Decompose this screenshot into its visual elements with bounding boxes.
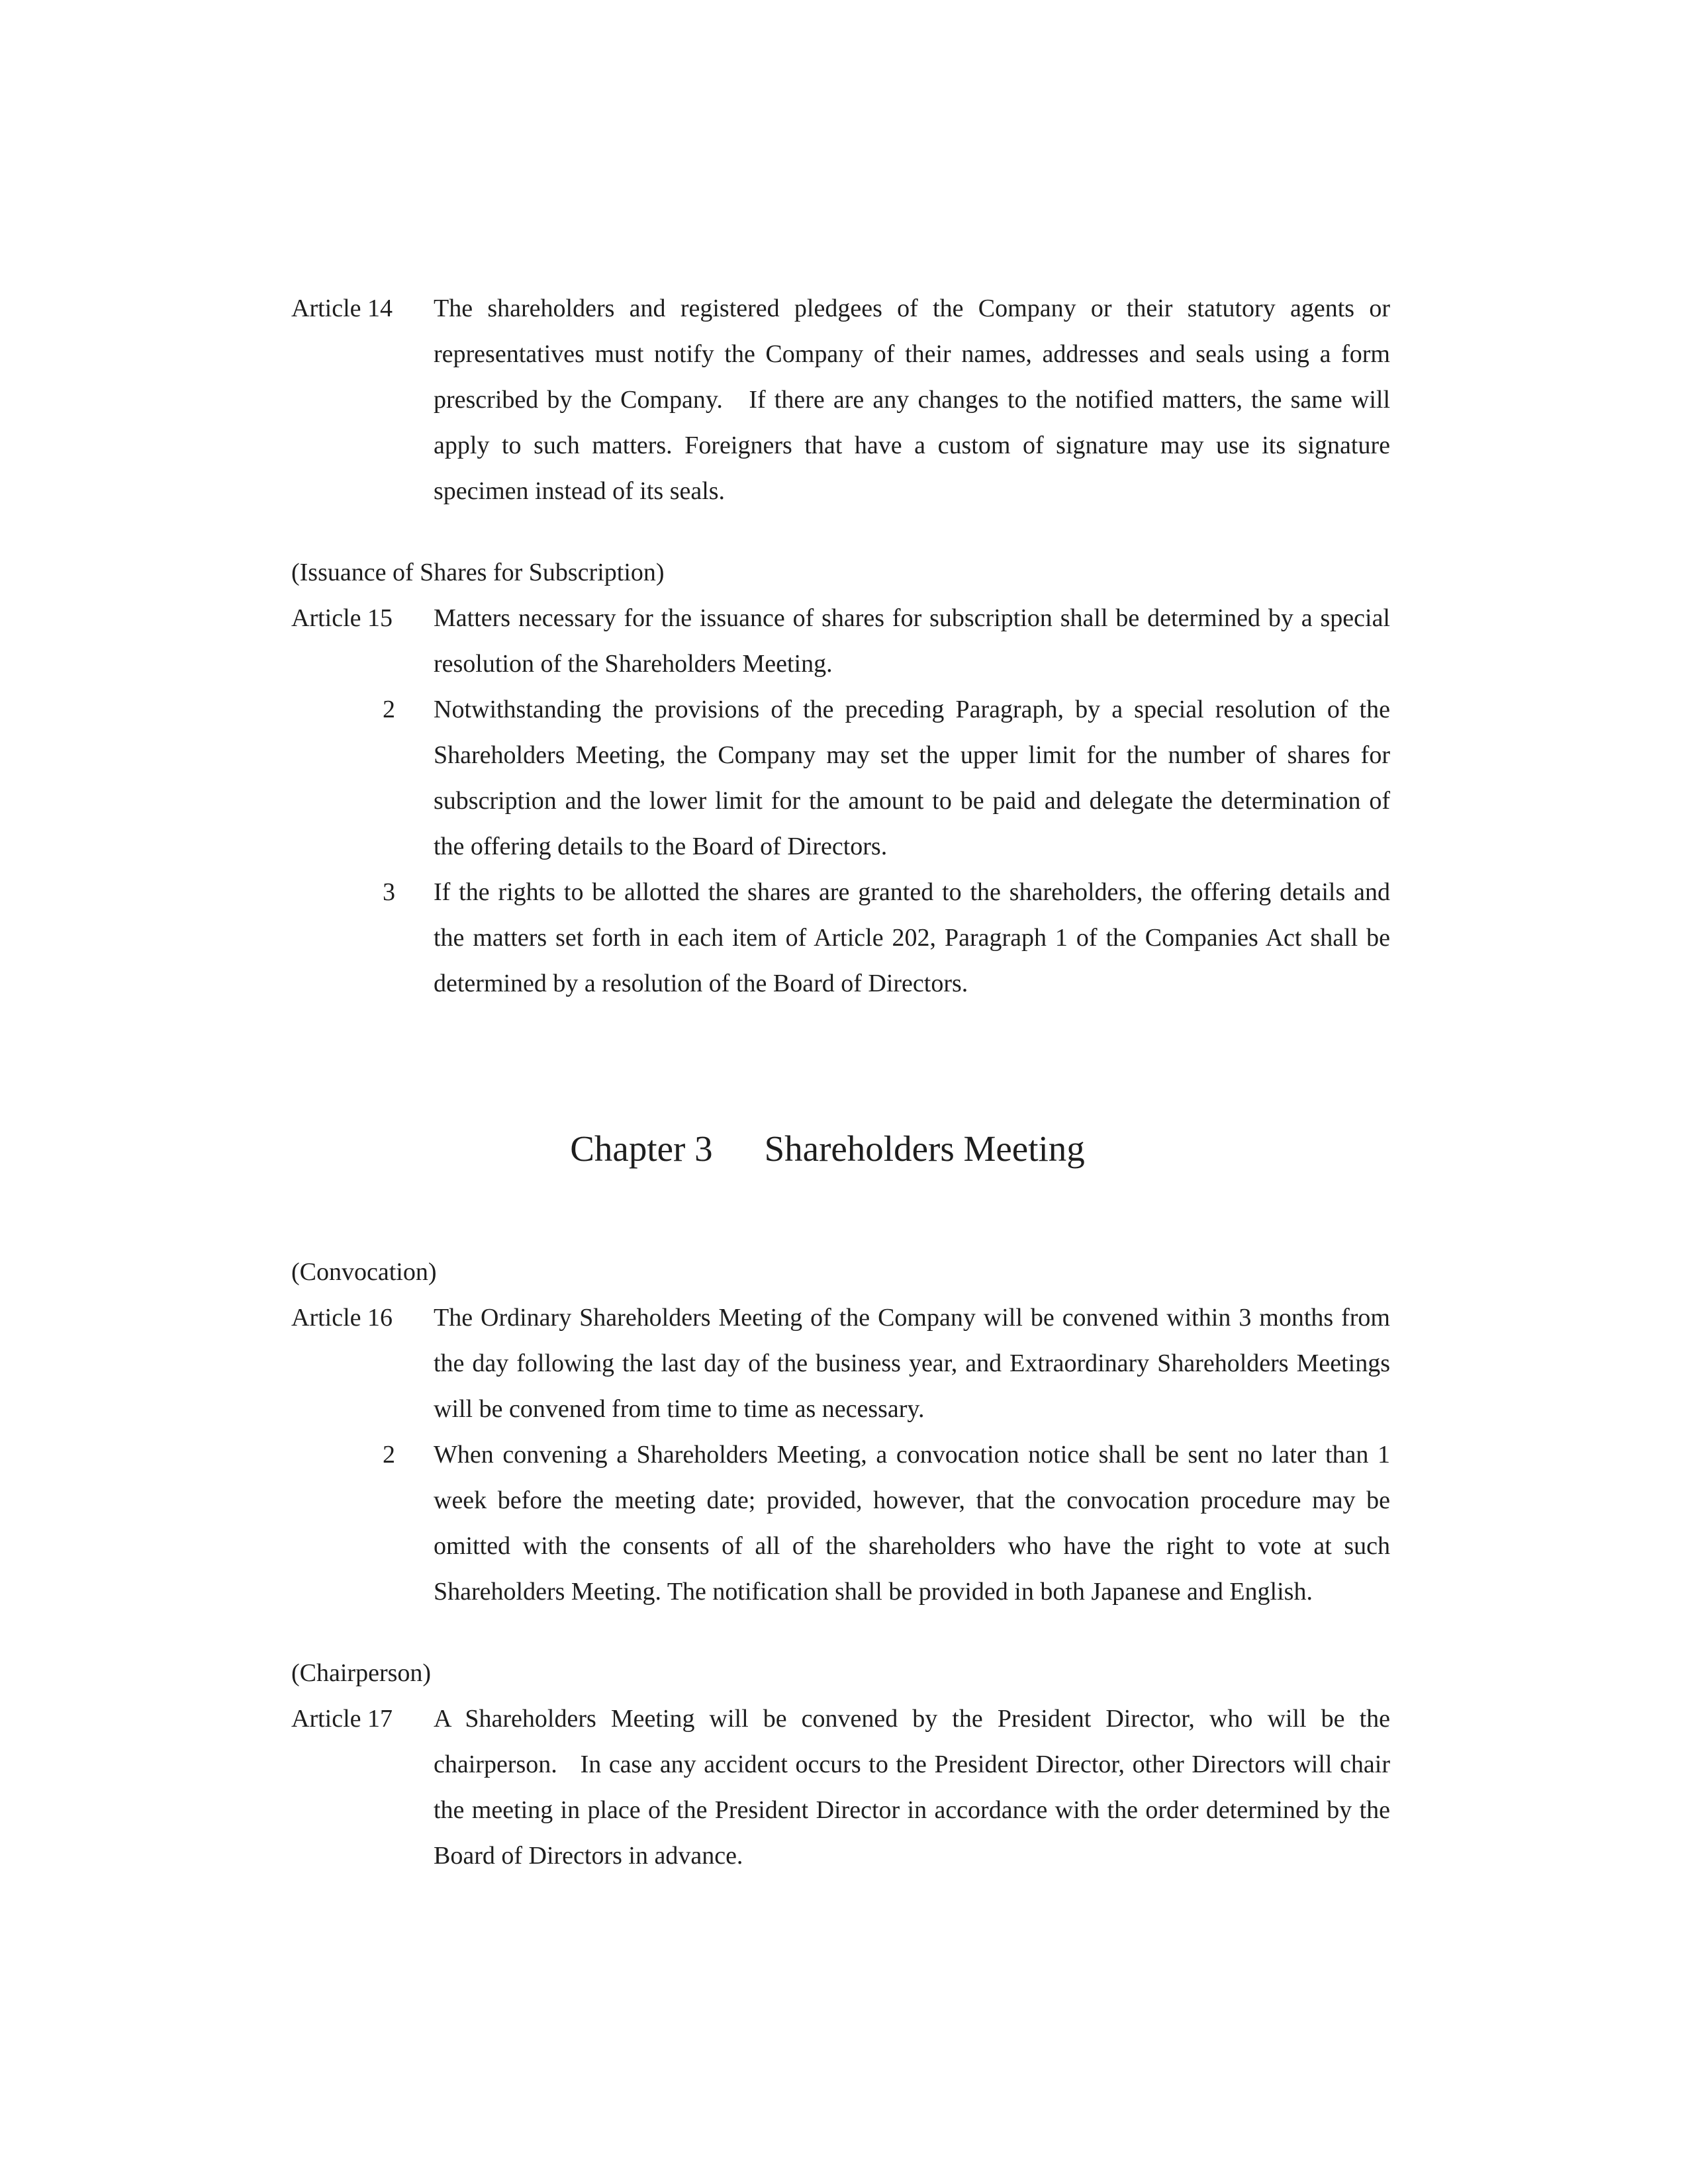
article-15 [291, 596, 1390, 687]
article-text: Matters necessary for the issuance of shares for subscription shall be determined by a special resolution of the Shareholders Meeting. [434, 604, 1390, 678]
article-label: Article 17 [291, 1705, 393, 1733]
article-label: Article 14 [291, 295, 393, 322]
paragraph-text: Notwithstanding the provisions of the preceding Paragraph, by a special resolution of the Shareholders Meeting, the Company may set the upper limit for the number of shares for subscription and the lower limit for the amount to be paid and delegate the determination of the offering details to the Board of Directors. [434, 696, 1390, 860]
paragraph-number: 2 [383, 1441, 395, 1469]
spacer [291, 1615, 1390, 1651]
page-content [291, 286, 1390, 1879]
article-text: The Ordinary Shareholders Meeting of the Company will be convened within 3 months from the day following the last day of the business year, and Extraordinary Shareholders Meetings will be convened from time to time as necessary. [434, 1304, 1390, 1423]
article-16 [291, 1295, 1390, 1432]
spacer [291, 514, 1390, 550]
article-15-paragraph-3 [291, 870, 1390, 1007]
article-17 [291, 1696, 1390, 1879]
paragraph-text: If the rights to be allotted the shares are granted to the shareholders, the offering details and the matters set forth in each item of Article 202, Paragraph 1 of the Companies Act shall be determined by a resolution of the Board of Directors. [434, 878, 1390, 997]
article-text: A Shareholders Meeting will be convened by the President Director, who will be the chairperson. In case any accident occurs to the President Director, other Directors will chair the meeting in place of the President Director in accordance with the order determined by the Board of Directors in advance. [434, 1705, 1390, 1870]
article-label: Article 15 [291, 604, 393, 632]
section-caption-chairperson: (Chairperson) [291, 1659, 432, 1687]
article-text: The shareholders and registered pledgees of the Company or their statutory agents or representatives must notify the Company of their names, addresses and seals using a form prescribed by the Company. If there are any changes to the notified matters, the same will apply to such matters. Foreigners that have a custom of signature may use its signature specimen instead of its seals. [434, 295, 1390, 505]
spacer [291, 1007, 1390, 1122]
paragraph-number: 3 [383, 878, 395, 906]
paragraph-number: 2 [383, 696, 395, 723]
chapter-title: Shareholders Meeting [764, 1128, 1085, 1169]
article-label: Article 16 [291, 1304, 393, 1332]
article-16-paragraph-2 [291, 1432, 1390, 1615]
spacer [291, 1175, 1390, 1250]
section-caption-issuance: (Issuance of Shares for Subscription) [291, 559, 665, 586]
section-caption-convocation: (Convocation) [291, 1258, 437, 1286]
article-15-paragraph-2 [291, 687, 1390, 870]
chapter-heading [265, 1122, 1390, 1175]
paragraph-text: When convening a Shareholders Meeting, a convocation notice shall be sent no later than 1 week before the meeting date; provided, however, that the convocation procedure may be omitted with the consents of all of the shareholders who have the right to vote at such Shareholders Meeting. The notification shall be provided in both Japanese and English. [434, 1441, 1390, 1606]
chapter-number: Chapter 3 [570, 1128, 713, 1169]
article-14 [291, 286, 1390, 514]
